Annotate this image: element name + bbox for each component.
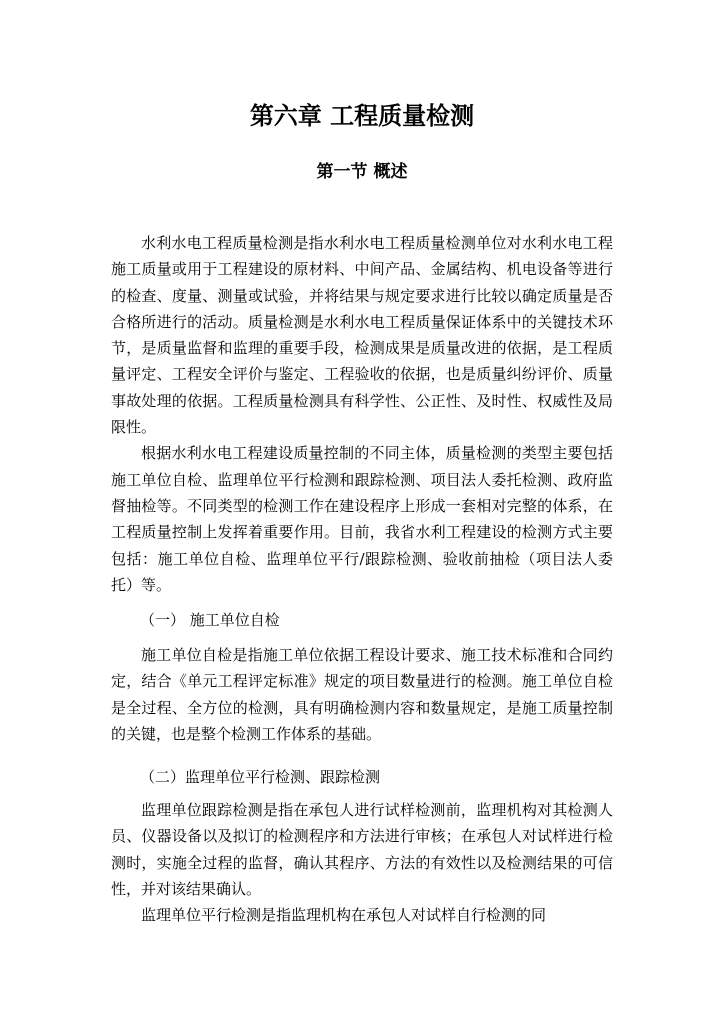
intro-text bbox=[111, 230, 613, 598]
subsection-heading-supervision: （二）监理单位平行检测、跟踪检测 bbox=[140, 768, 381, 786]
subsection-text-self-inspection bbox=[111, 642, 613, 747]
paragraph: 施工单位自检是指施工单位依据工程设计要求、施工技术标准和合同约定，结合《单元工程评定标准》规定的项目数量进行的检测。施工单位自检是全过程、全方位的检测，具有明确检测内容和数量规定，是施工质量控制的关键，也是整个检测工作体系的基础。 bbox=[111, 646, 613, 743]
paragraph: 监理单位平行检测是指监理机构在承包人对试样自行检测的同 bbox=[141, 906, 547, 925]
subsection-heading-self-inspection: （一） 施工单位自检 bbox=[140, 611, 280, 629]
paragraph: 监理单位跟踪检测是指在承包人进行试样检测前，监理机构对其检测人员、仪器设备以及拟订的检测程序和方法进行审核；在承包人对试样进行检测时，实施全过程的监督，确认其程序、方法的有效性以及检测结果的可信性，并对该结果确认。 bbox=[111, 801, 613, 898]
paragraph: 水利水电工程质量检测是指水利水电工程质量检测单位对水利水电工程施工质量或用于工程建设的原材料、中间产品、金属结构、机电设备等进行的检查、度量、测量或试验，并将结果与规定要求进行比较以确定质量是否合格所进行的活动。质量检测是水利水电工程质量保证体系中的关键技术环节，是质量监督和监理的重要手段，检测成果是质量改进的依据，是工程质量评定、工程安全评价与鉴定、工程验收的依据，也是质量纠纷评价、质量事故处理的依据。工程质量检测具有科学性、公正性、及时性、权威性及局限性。 bbox=[111, 234, 613, 437]
subsection-text-supervision bbox=[111, 797, 613, 928]
chapter-title: 第六章 工程质量检测 bbox=[249, 102, 475, 130]
section-title: 第一节 概述 bbox=[316, 162, 408, 182]
paragraph: 根据水利水电工程建设质量控制的不同主体，质量检测的类型主要包括施工单位自检、监理单位平行检测和跟踪检测、项目法人委托检测、政府监督抽检等。不同类型的检测工作在建设程序上形成一套相对完整的体系，在工程质量控制上发挥着重要作用。目前，我省水利工程建设的检测方式主要包括：施工单位自检、监理单位平行/跟踪检测、验收前抽检（项目法人委托）等。 bbox=[111, 444, 613, 594]
